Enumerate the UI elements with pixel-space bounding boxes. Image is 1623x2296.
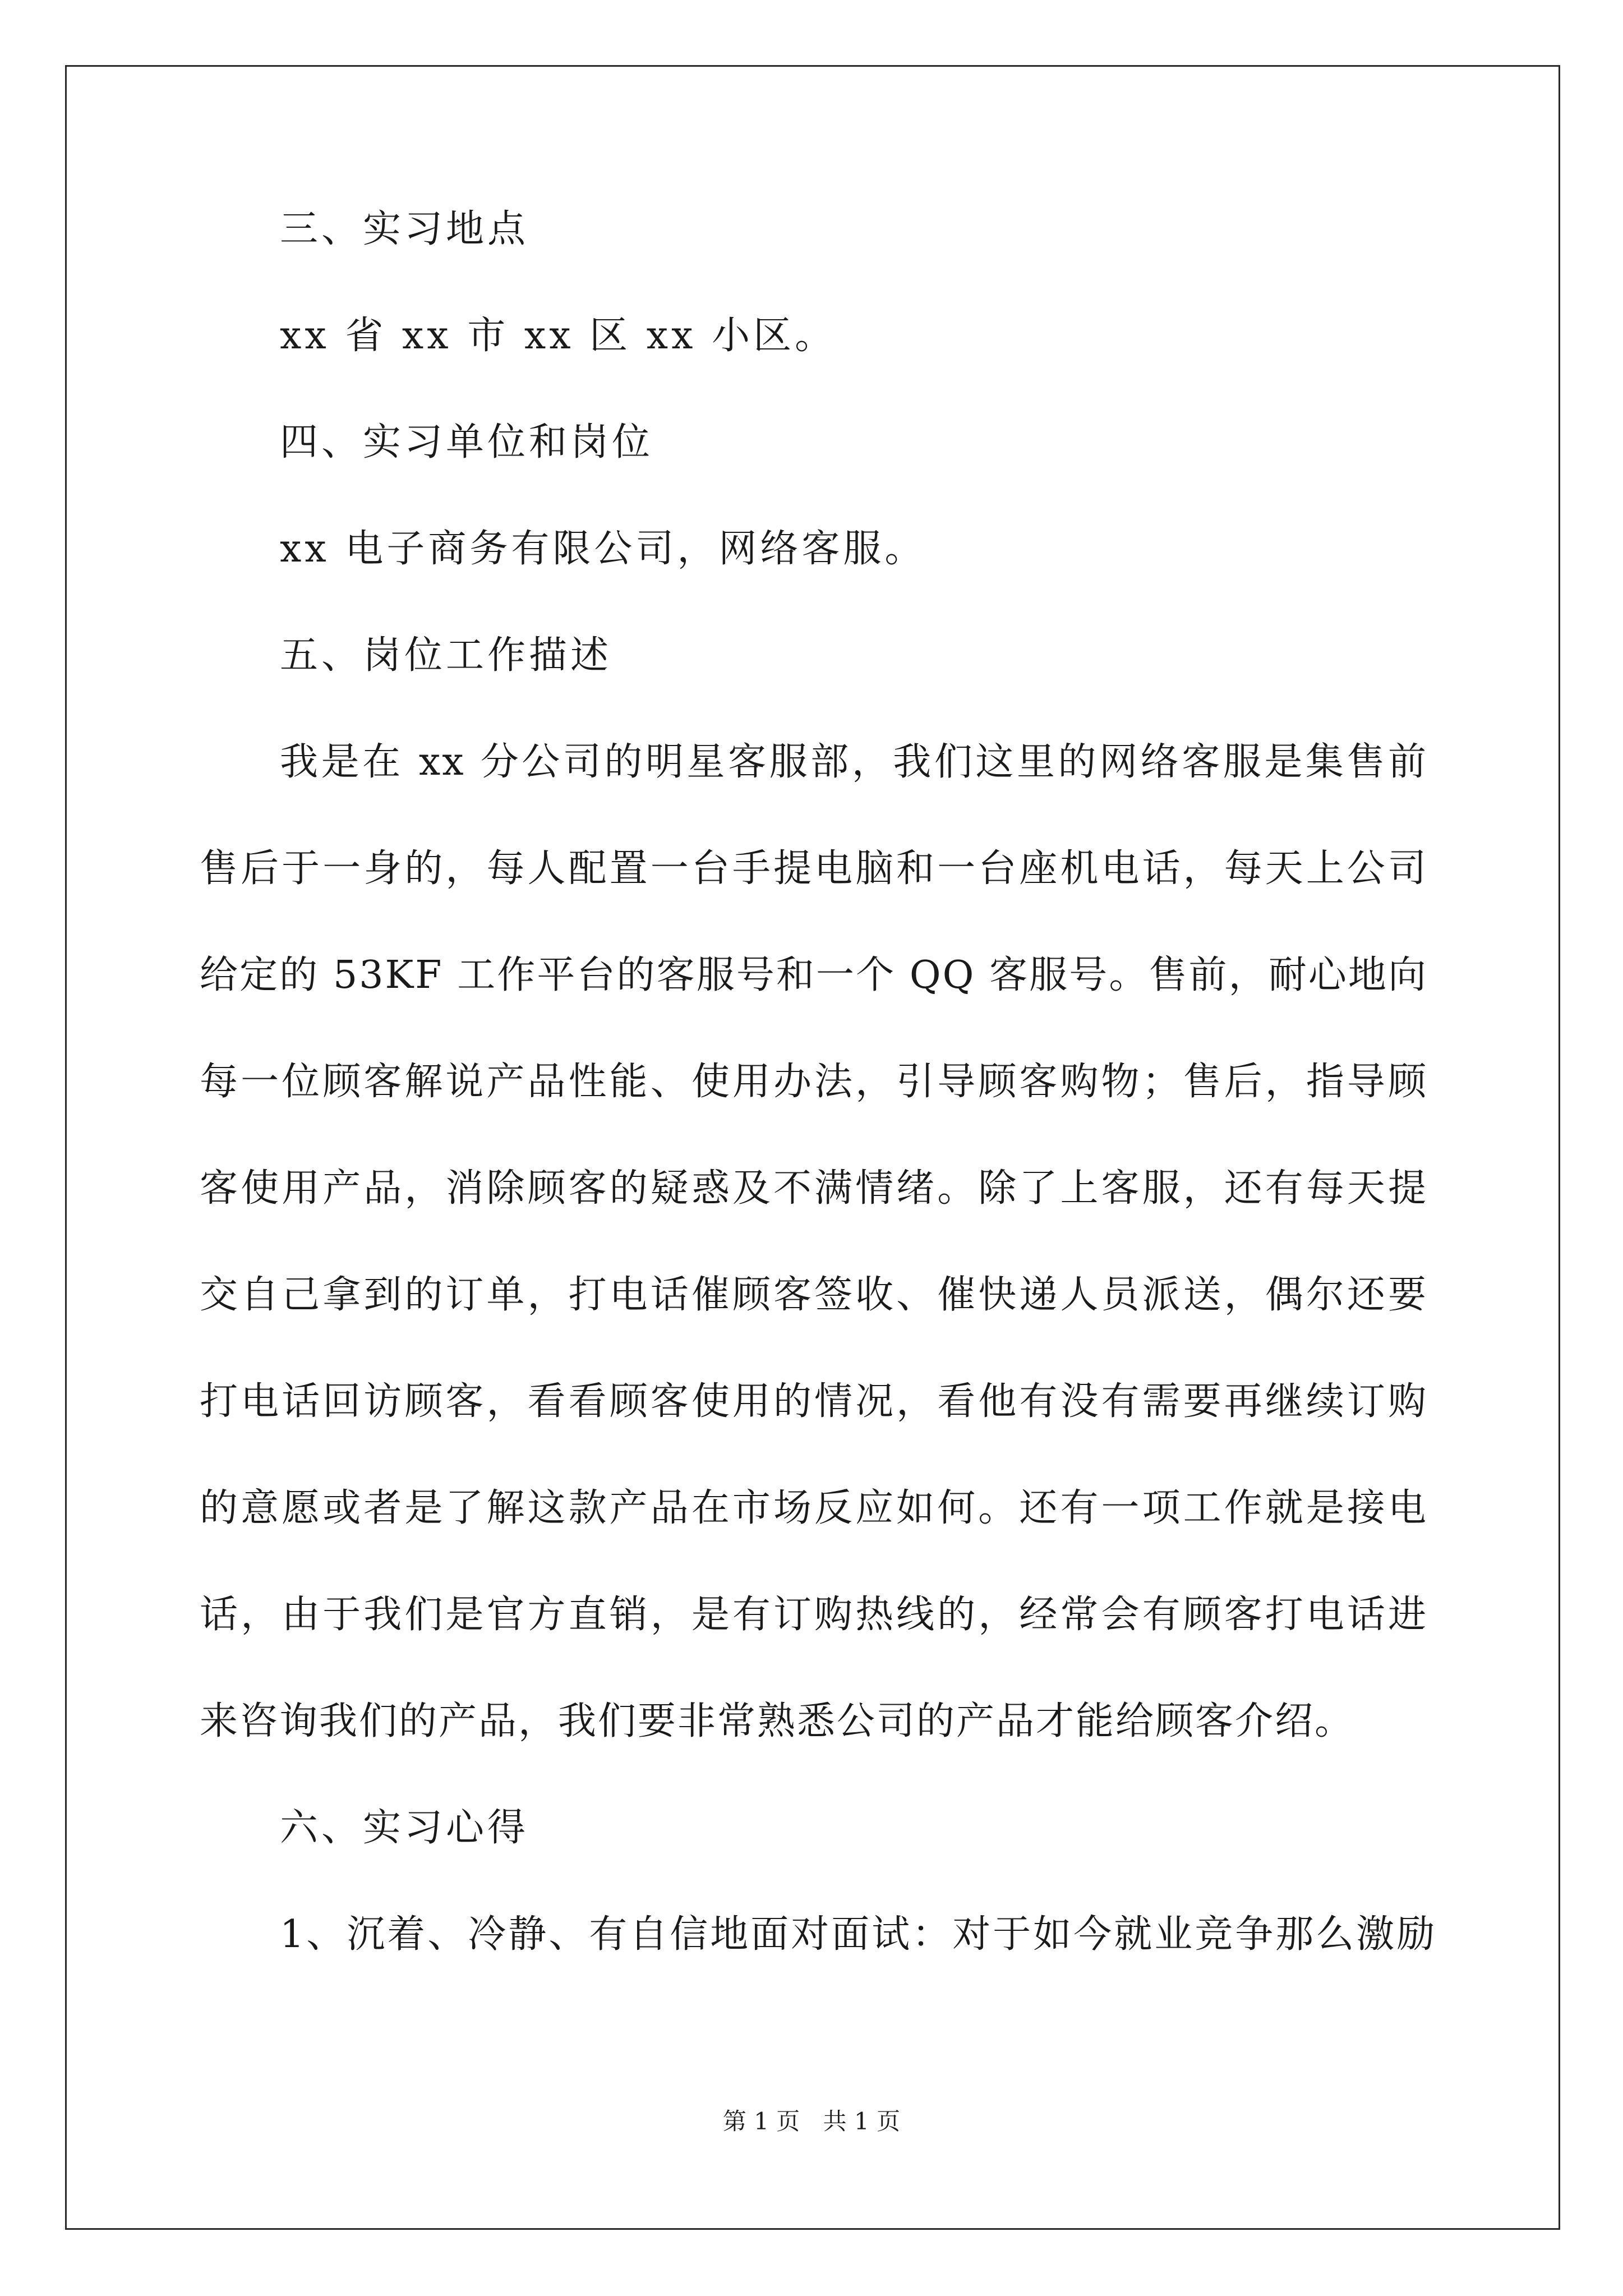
page-number: 第 1 页 [722,2108,800,2135]
unit-text: xx 电子商务有限公司，网络客服。 [280,527,926,571]
section-heading-job-description: 五、岗位工作描述 [280,633,612,678]
page-footer [0,2105,1623,2138]
section-heading-experience: 六、实习心得 [280,1806,529,1850]
location-text: xx 省 xx 市 xx 区 xx 小区。 [280,314,837,358]
document-body [200,203,1437,1961]
page-total: 共 1 页 [823,2108,901,2135]
job-description-paragraph: 我是在 xx 分公司的明星客服部，我们这里的网络客服是集售前售后于一身的，每人配置一台手提电脑和一台座机电话，每天上公司给定的 53KF 工作平台的客服号和一个 QQ 客服号。售前，耐心地向每一位顾客解说产品性能、使用办法，引导顾客购物；售后，指导顾客使用产品，消除顾客的疑惑及不满情绪。除了上客服，还有每天提交自己拿到的订单，打电话催顾客签收、催快递人员派送，偶尔还要打电话回访顾客，看看顾客使用的情况，看他有没有需要再继续订购的意愿或者是了解这款产品在市场反应如何。还有一项工作就是接电话，由于我们是官方直销，是有订购热线的，经常会有顾客打电话进来咨询我们的产品，我们要非常熟悉公司的产品才能给顾客介绍。 [200,740,1428,1743]
experience-item-1: 1、沉着、冷静、有自信地面对面试：对于如今就业竞争那么激励 [280,1912,1437,1957]
section-heading-unit: 四、实习单位和岗位 [280,420,654,464]
section-heading-location: 三、实习地点 [280,207,529,251]
